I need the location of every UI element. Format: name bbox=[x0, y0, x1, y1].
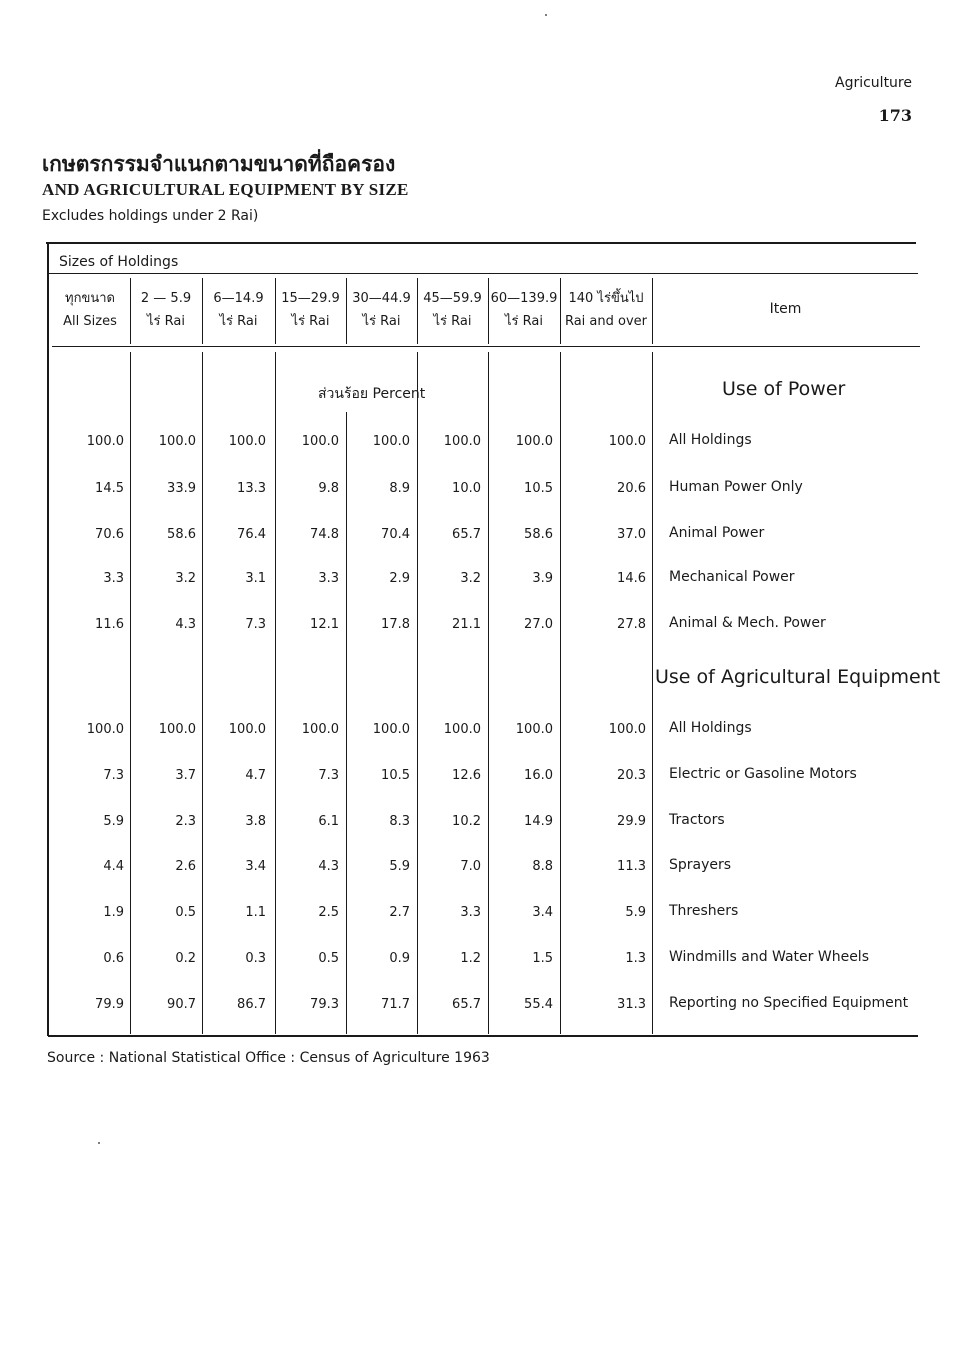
header-divider bbox=[346, 278, 347, 344]
table-cell: 2.3 bbox=[175, 814, 196, 829]
row-item-label: Reporting no Specified Equipment bbox=[669, 995, 909, 1011]
column-header-3-line1: 6—14.9 bbox=[213, 291, 264, 306]
table-cell: 11.6 bbox=[95, 617, 124, 632]
table-cell: 100.0 bbox=[228, 722, 266, 737]
table-cell: 3.3 bbox=[460, 905, 481, 920]
body-divider bbox=[130, 352, 131, 1034]
table-cell: 31.3 bbox=[617, 997, 646, 1012]
section-title: Use of Power bbox=[722, 378, 846, 400]
page-speck bbox=[545, 14, 547, 16]
group-header: Sizes of Holdings bbox=[59, 254, 179, 270]
table-cell: 27.8 bbox=[617, 617, 646, 632]
unit-label: ส่วนร้อย Percent bbox=[318, 386, 426, 402]
section-label: Agriculture bbox=[835, 75, 912, 91]
table-cell: 6.1 bbox=[318, 814, 339, 829]
table-cell: 4.4 bbox=[103, 859, 124, 874]
row-item-label: Threshers bbox=[669, 903, 739, 919]
body-divider bbox=[488, 352, 489, 1034]
table-cell: 3.2 bbox=[175, 571, 196, 586]
table-cell: 100.0 bbox=[301, 722, 339, 737]
table-cell: 3.9 bbox=[532, 571, 553, 586]
column-header-3-line2: ไร่ Rai bbox=[219, 314, 258, 329]
item-header: Item bbox=[769, 301, 802, 317]
row-item-label: Electric or Gasoline Motors bbox=[669, 766, 857, 782]
table-cell: 100.0 bbox=[372, 722, 410, 737]
table-cell: 10.5 bbox=[381, 768, 410, 783]
table-cell: 100.0 bbox=[608, 722, 646, 737]
table-cell: 1.3 bbox=[625, 951, 646, 966]
table-cell: 100.0 bbox=[301, 434, 339, 449]
table-cell: 1.1 bbox=[245, 905, 266, 920]
table-top-rule bbox=[46, 242, 916, 244]
table-cell: 10.2 bbox=[452, 814, 481, 829]
table-cell: 33.9 bbox=[167, 481, 196, 496]
table-cell: 1.9 bbox=[103, 905, 124, 920]
header-divider bbox=[417, 278, 418, 344]
table-cell: 20.6 bbox=[617, 481, 646, 496]
row-item-label: Mechanical Power bbox=[669, 569, 795, 585]
table-cell: 100.0 bbox=[443, 722, 481, 737]
table-cell: 4.3 bbox=[175, 617, 196, 632]
table-cell: 71.7 bbox=[381, 997, 410, 1012]
table-cell: 8.3 bbox=[389, 814, 410, 829]
table-cell: 4.3 bbox=[318, 859, 339, 874]
header-divider bbox=[560, 278, 561, 344]
table-cell: 5.9 bbox=[625, 905, 646, 920]
table-cell: 37.0 bbox=[617, 527, 646, 542]
body-divider bbox=[202, 352, 203, 1034]
page-title-thai: เกษตรกรรมจำแนกตามขนาดที่ถือครอง bbox=[42, 152, 396, 176]
header-divider bbox=[652, 278, 653, 344]
table-cell: 13.3 bbox=[237, 481, 266, 496]
table-bottom-rule bbox=[48, 1035, 918, 1037]
table-cell: 100.0 bbox=[228, 434, 266, 449]
header-divider bbox=[488, 278, 489, 344]
page-speck bbox=[98, 1142, 100, 1144]
header-group-rule bbox=[48, 273, 918, 274]
table-cell: 3.4 bbox=[532, 905, 553, 920]
table-cell: 27.0 bbox=[524, 617, 553, 632]
header-divider bbox=[275, 278, 276, 344]
table-cell: 76.4 bbox=[237, 527, 266, 542]
page-number: 173 bbox=[878, 106, 912, 125]
row-item-label: All Holdings bbox=[669, 432, 752, 448]
table-cell: 1.2 bbox=[460, 951, 481, 966]
table-cell: 100.0 bbox=[443, 434, 481, 449]
table-cell: 58.6 bbox=[167, 527, 196, 542]
table-cell: 0.2 bbox=[175, 951, 196, 966]
table-cell: 12.6 bbox=[452, 768, 481, 783]
table-cell: 7.3 bbox=[245, 617, 266, 632]
table-cell: 55.4 bbox=[524, 997, 553, 1012]
body-divider bbox=[652, 352, 653, 1034]
table-cell: 0.3 bbox=[245, 951, 266, 966]
table-cell: 14.9 bbox=[524, 814, 553, 829]
table-cell: 58.6 bbox=[524, 527, 553, 542]
table-cell: 3.7 bbox=[175, 768, 196, 783]
column-header-8-line2: Rai and over bbox=[564, 314, 648, 329]
table-cell: 2.6 bbox=[175, 859, 196, 874]
table-cell: 70.6 bbox=[95, 527, 124, 542]
body-divider bbox=[417, 352, 418, 1034]
column-header-1-line2: All Sizes bbox=[63, 314, 117, 329]
table-cell: 10.5 bbox=[524, 481, 553, 496]
row-item-label: Tractors bbox=[669, 812, 725, 828]
column-header-7-line2: ไร่ Rai bbox=[505, 314, 543, 329]
body-divider bbox=[275, 352, 276, 1034]
table-cell: 7.0 bbox=[460, 859, 481, 874]
column-header-6-line1: 45—59.9 bbox=[423, 291, 482, 306]
table-cell: 3.4 bbox=[245, 859, 266, 874]
column-header-2-line1: 2 — 5.9 bbox=[140, 291, 192, 306]
page-title-english: AND AGRICULTURAL EQUIPMENT BY SIZE bbox=[42, 180, 409, 199]
table-cell: 14.5 bbox=[95, 481, 124, 496]
table-cell: 70.4 bbox=[381, 527, 410, 542]
table-left-border bbox=[47, 244, 49, 1036]
column-header-7-line1: 60—139.9 bbox=[490, 291, 558, 306]
table-cell: 79.9 bbox=[95, 997, 124, 1012]
row-item-label: Animal Power bbox=[669, 525, 765, 541]
table-cell: 90.7 bbox=[167, 997, 196, 1012]
table-cell: 2.9 bbox=[389, 571, 410, 586]
table-cell: 100.0 bbox=[158, 434, 196, 449]
table-cell: 0.5 bbox=[175, 905, 196, 920]
table-cell: 1.5 bbox=[532, 951, 553, 966]
table-cell: 2.5 bbox=[318, 905, 339, 920]
body-divider bbox=[560, 352, 561, 1034]
table-cell: 9.8 bbox=[318, 481, 339, 496]
source-note: Source : National Statistical Office : Census of Agriculture 1963 bbox=[47, 1050, 490, 1066]
table-cell: 17.8 bbox=[381, 617, 410, 632]
table-cell: 7.3 bbox=[103, 768, 124, 783]
column-header-2-line2: ไร่ Rai bbox=[147, 314, 185, 329]
table-cell: 86.7 bbox=[237, 997, 266, 1012]
row-item-label: Windmills and Water Wheels bbox=[669, 949, 869, 965]
table-cell: 3.8 bbox=[245, 814, 266, 829]
table-cell: 100.0 bbox=[86, 434, 124, 449]
table-cell: 100.0 bbox=[515, 434, 553, 449]
table-cell: 14.6 bbox=[617, 571, 646, 586]
table-cell: 100.0 bbox=[372, 434, 410, 449]
row-item-label: Sprayers bbox=[669, 857, 732, 873]
table-cell: 11.3 bbox=[617, 859, 646, 874]
row-item-label: Animal & Mech. Power bbox=[669, 615, 826, 631]
table-cell: 8.9 bbox=[389, 481, 410, 496]
table-cell: 79.3 bbox=[310, 997, 339, 1012]
table-cell: 74.8 bbox=[310, 527, 339, 542]
table-cell: 4.7 bbox=[245, 768, 266, 783]
table-cell: 3.3 bbox=[103, 571, 124, 586]
table-cell: 21.1 bbox=[452, 617, 481, 632]
table-cell: 3.2 bbox=[460, 571, 481, 586]
table-cell: 100.0 bbox=[158, 722, 196, 737]
table-cell: 2.7 bbox=[389, 905, 410, 920]
table-cell: 12.1 bbox=[310, 617, 339, 632]
table-cell: 5.9 bbox=[389, 859, 410, 874]
table-cell: 3.3 bbox=[318, 571, 339, 586]
row-item-label: All Holdings bbox=[669, 720, 752, 736]
table-cell: 29.9 bbox=[617, 814, 646, 829]
header-divider bbox=[202, 278, 203, 344]
table-cell: 65.7 bbox=[452, 527, 481, 542]
column-header-8-line1: 140 ไร่ขึ้นไป bbox=[568, 291, 644, 306]
header-divider bbox=[130, 278, 131, 344]
row-item-label: Human Power Only bbox=[669, 479, 803, 495]
table-cell: 0.9 bbox=[389, 951, 410, 966]
header-bottom-rule bbox=[52, 346, 920, 347]
table-cell: 8.8 bbox=[532, 859, 553, 874]
page-subtitle: Excludes holdings under 2 Rai) bbox=[42, 208, 259, 224]
table-cell: 0.5 bbox=[318, 951, 339, 966]
table-cell: 20.3 bbox=[617, 768, 646, 783]
table-cell: 16.0 bbox=[524, 768, 553, 783]
table-cell: 5.9 bbox=[103, 814, 124, 829]
column-header-1-line1: ทุกขนาด bbox=[65, 291, 115, 306]
table-cell: 100.0 bbox=[608, 434, 646, 449]
column-header-4-line2: ไร่ Rai bbox=[291, 314, 330, 329]
table-cell: 7.3 bbox=[318, 768, 339, 783]
table-cell: 0.6 bbox=[103, 951, 124, 966]
column-header-5-line1: 30—44.9 bbox=[352, 291, 411, 306]
column-header-6-line2: ไร่ Rai bbox=[433, 314, 472, 329]
table-cell: 100.0 bbox=[515, 722, 553, 737]
table-cell: 3.1 bbox=[245, 571, 266, 586]
table-cell: 65.7 bbox=[452, 997, 481, 1012]
section-title: Use of Agricultural Equipment bbox=[655, 666, 941, 688]
column-header-5-line2: ไร่ Rai bbox=[362, 314, 401, 329]
column-header-4-line1: 15—29.9 bbox=[281, 291, 340, 306]
table-cell: 100.0 bbox=[86, 722, 124, 737]
table-cell: 10.0 bbox=[452, 481, 481, 496]
